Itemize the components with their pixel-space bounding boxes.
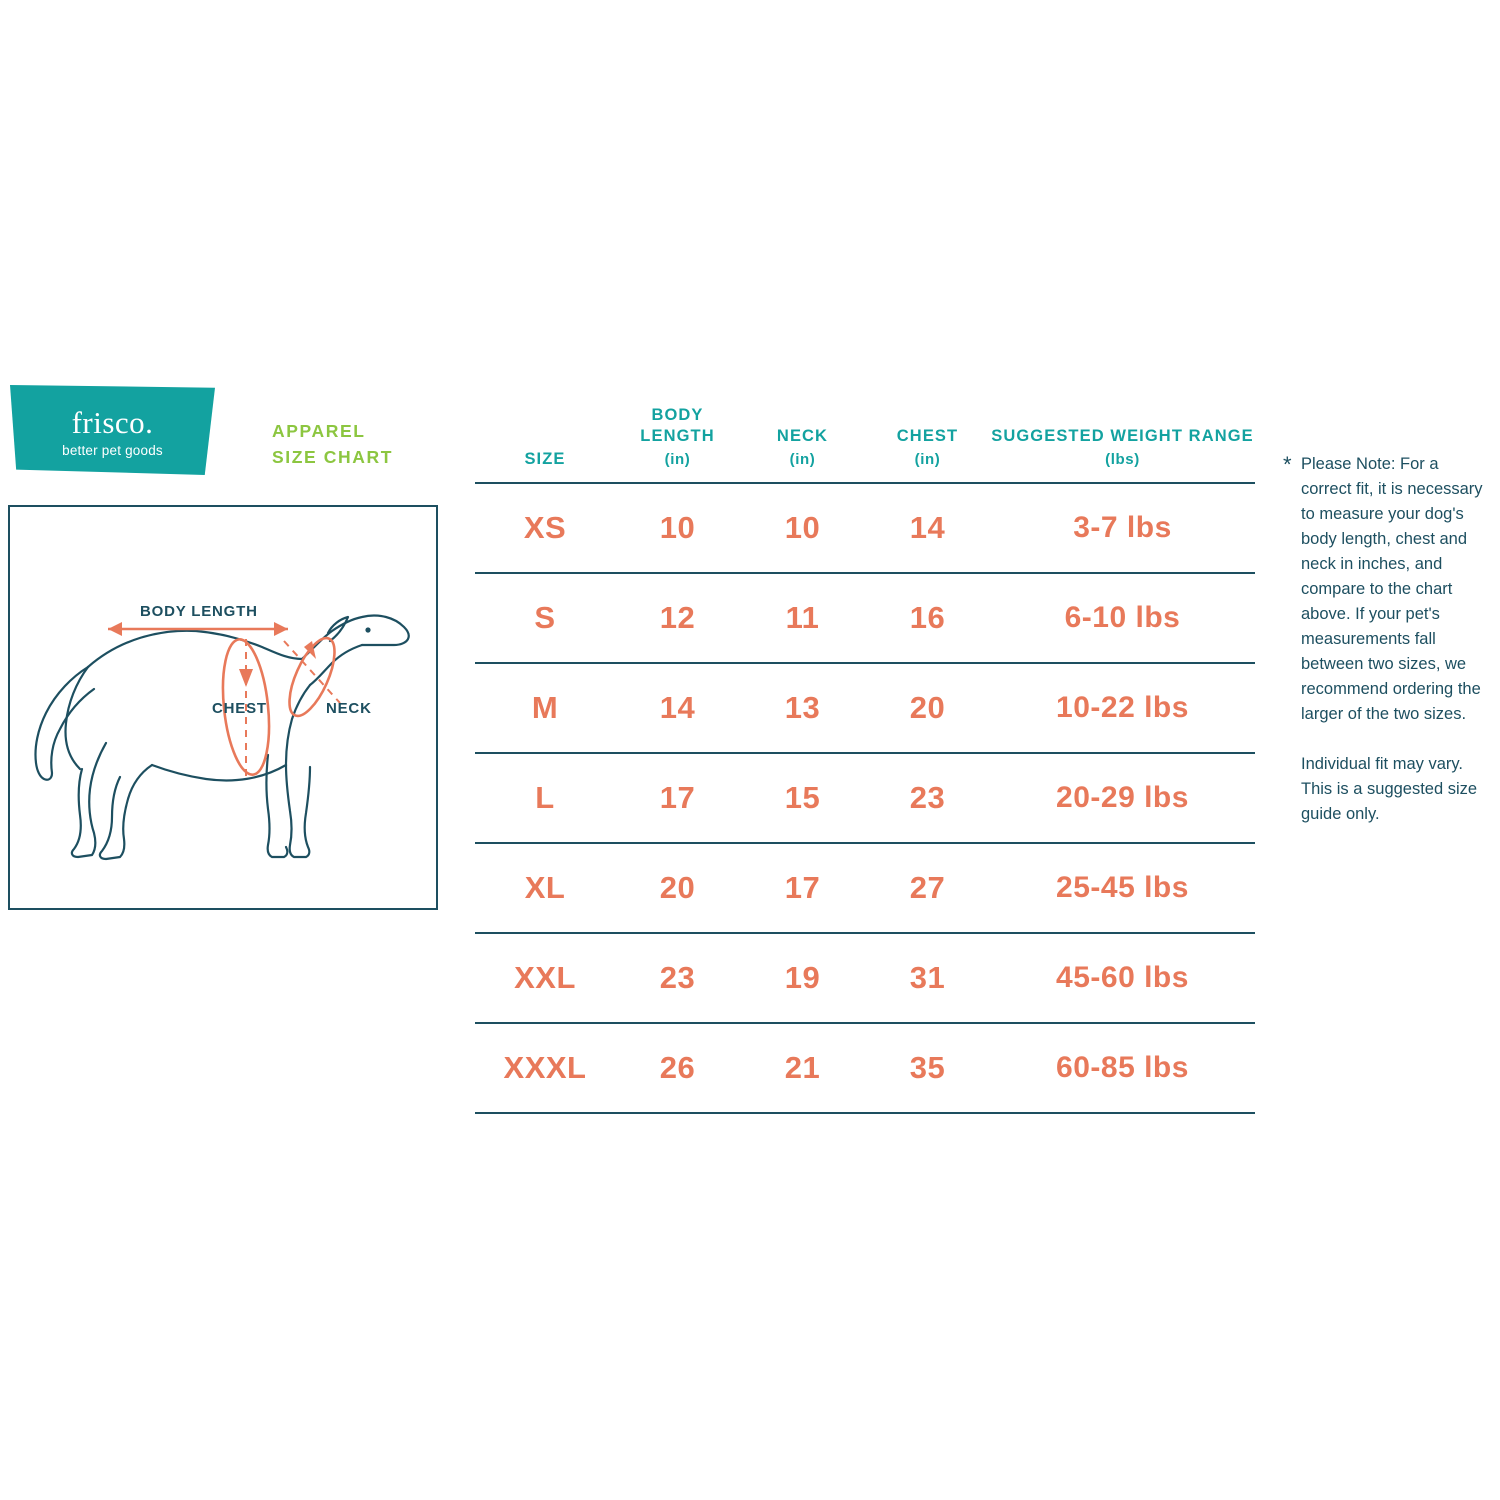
- brand-tagline: better pet goods: [62, 443, 163, 458]
- cell-size: XXL: [514, 960, 576, 995]
- cell-chest: 27: [909, 870, 946, 905]
- cell-neck: 19: [784, 960, 821, 995]
- column-header-size-label: SIZE: [524, 450, 566, 468]
- column-header-body-length-label: BODY LENGTH: [640, 406, 715, 445]
- cell-chest: 16: [909, 600, 946, 635]
- cell-chest: 31: [909, 960, 946, 995]
- cell-body-length: 17: [659, 780, 696, 815]
- cell-neck: 21: [784, 1050, 821, 1085]
- neck-label: NECK: [326, 700, 372, 717]
- column-header-weight-label: SUGGESTED WEIGHT RANGE: [991, 427, 1254, 445]
- column-header-neck: [740, 405, 865, 483]
- cell-body-length: 23: [659, 960, 696, 995]
- logo-text-group: [10, 407, 215, 458]
- cell-weight: 3-7 lbs: [1073, 511, 1172, 544]
- cell-weight: 10-22 lbs: [1056, 691, 1189, 724]
- table-row: [475, 573, 1255, 663]
- column-header-neck-unit: (in): [789, 451, 816, 468]
- dog-diagram-svg: [10, 507, 436, 908]
- cell-weight: 20-29 lbs: [1056, 781, 1189, 814]
- cell-neck: 13: [784, 690, 821, 725]
- cell-neck: 11: [785, 600, 820, 635]
- table-header-row: [475, 405, 1255, 483]
- cell-body-length: 10: [659, 510, 696, 545]
- column-header-chest-unit: (in): [914, 451, 941, 468]
- cell-size: M: [531, 690, 559, 725]
- table-row: [475, 933, 1255, 1023]
- cell-body-length: 26: [659, 1050, 696, 1085]
- page-title-line2: SIZE CHART: [272, 447, 393, 467]
- column-header-weight-unit: (lbs): [1105, 451, 1140, 468]
- cell-chest: 20: [909, 690, 946, 725]
- table-row: [475, 663, 1255, 753]
- table-body: [475, 483, 1255, 1113]
- please-note-block: [1283, 452, 1483, 827]
- note-paragraph-2: Individual fit may vary. This is a suggested size guide only.: [1301, 755, 1478, 823]
- column-header-body-length: [615, 405, 740, 483]
- table-row: [475, 483, 1255, 573]
- cell-neck: 15: [784, 780, 821, 815]
- cell-weight: 6-10 lbs: [1064, 601, 1181, 634]
- cell-body-length: 20: [659, 870, 696, 905]
- size-table-wrapper: [475, 405, 1255, 1114]
- cell-neck: 17: [784, 870, 821, 905]
- frisco-logo: [10, 385, 215, 475]
- cell-size: XXXL: [503, 1050, 587, 1085]
- note-paragraph-1: Please Note: For a correct fit, it is necessary to measure your dog's body length, chest and neck in inches, and compare to the chart above. If your pet's measurements fall between two sizes, we recommend ordering the larger of the two sizes.: [1301, 455, 1483, 723]
- column-header-chest-label: CHEST: [896, 427, 959, 445]
- body-length-label: BODY LENGTH: [140, 603, 258, 620]
- cell-neck: 10: [784, 510, 821, 545]
- cell-chest: 35: [909, 1050, 946, 1085]
- asterisk-icon: *: [1283, 452, 1292, 477]
- cell-body-length: 14: [659, 690, 696, 725]
- cell-size: XL: [524, 870, 566, 905]
- column-header-size: [475, 405, 615, 483]
- cell-body-length: 12: [659, 600, 696, 635]
- page-title: [272, 418, 393, 470]
- column-header-chest: [865, 405, 990, 483]
- brand-name: frisco.: [71, 405, 154, 440]
- cell-chest: 23: [909, 780, 946, 815]
- page-title-line1: APPAREL: [272, 421, 366, 441]
- dog-outline: [35, 616, 408, 860]
- table-row: [475, 843, 1255, 933]
- column-header-body-length-unit: (in): [664, 451, 691, 468]
- body-length-arrow: [108, 622, 288, 636]
- cell-weight: 45-60 lbs: [1056, 961, 1189, 994]
- table-row: [475, 1023, 1255, 1113]
- cell-size: S: [534, 600, 556, 635]
- column-header-weight: [990, 405, 1255, 483]
- cell-size: L: [535, 780, 555, 815]
- cell-weight: 25-45 lbs: [1056, 871, 1189, 904]
- chest-label: CHEST: [212, 700, 267, 717]
- cell-size: XS: [523, 510, 567, 545]
- cell-chest: 14: [909, 510, 946, 545]
- column-header-neck-label: NECK: [776, 427, 829, 445]
- cell-weight: 60-85 lbs: [1056, 1051, 1189, 1084]
- dog-measurement-diagram: [8, 505, 438, 910]
- table-header: [475, 405, 1255, 483]
- table-row: [475, 753, 1255, 843]
- apparel-size-table: [475, 405, 1255, 1114]
